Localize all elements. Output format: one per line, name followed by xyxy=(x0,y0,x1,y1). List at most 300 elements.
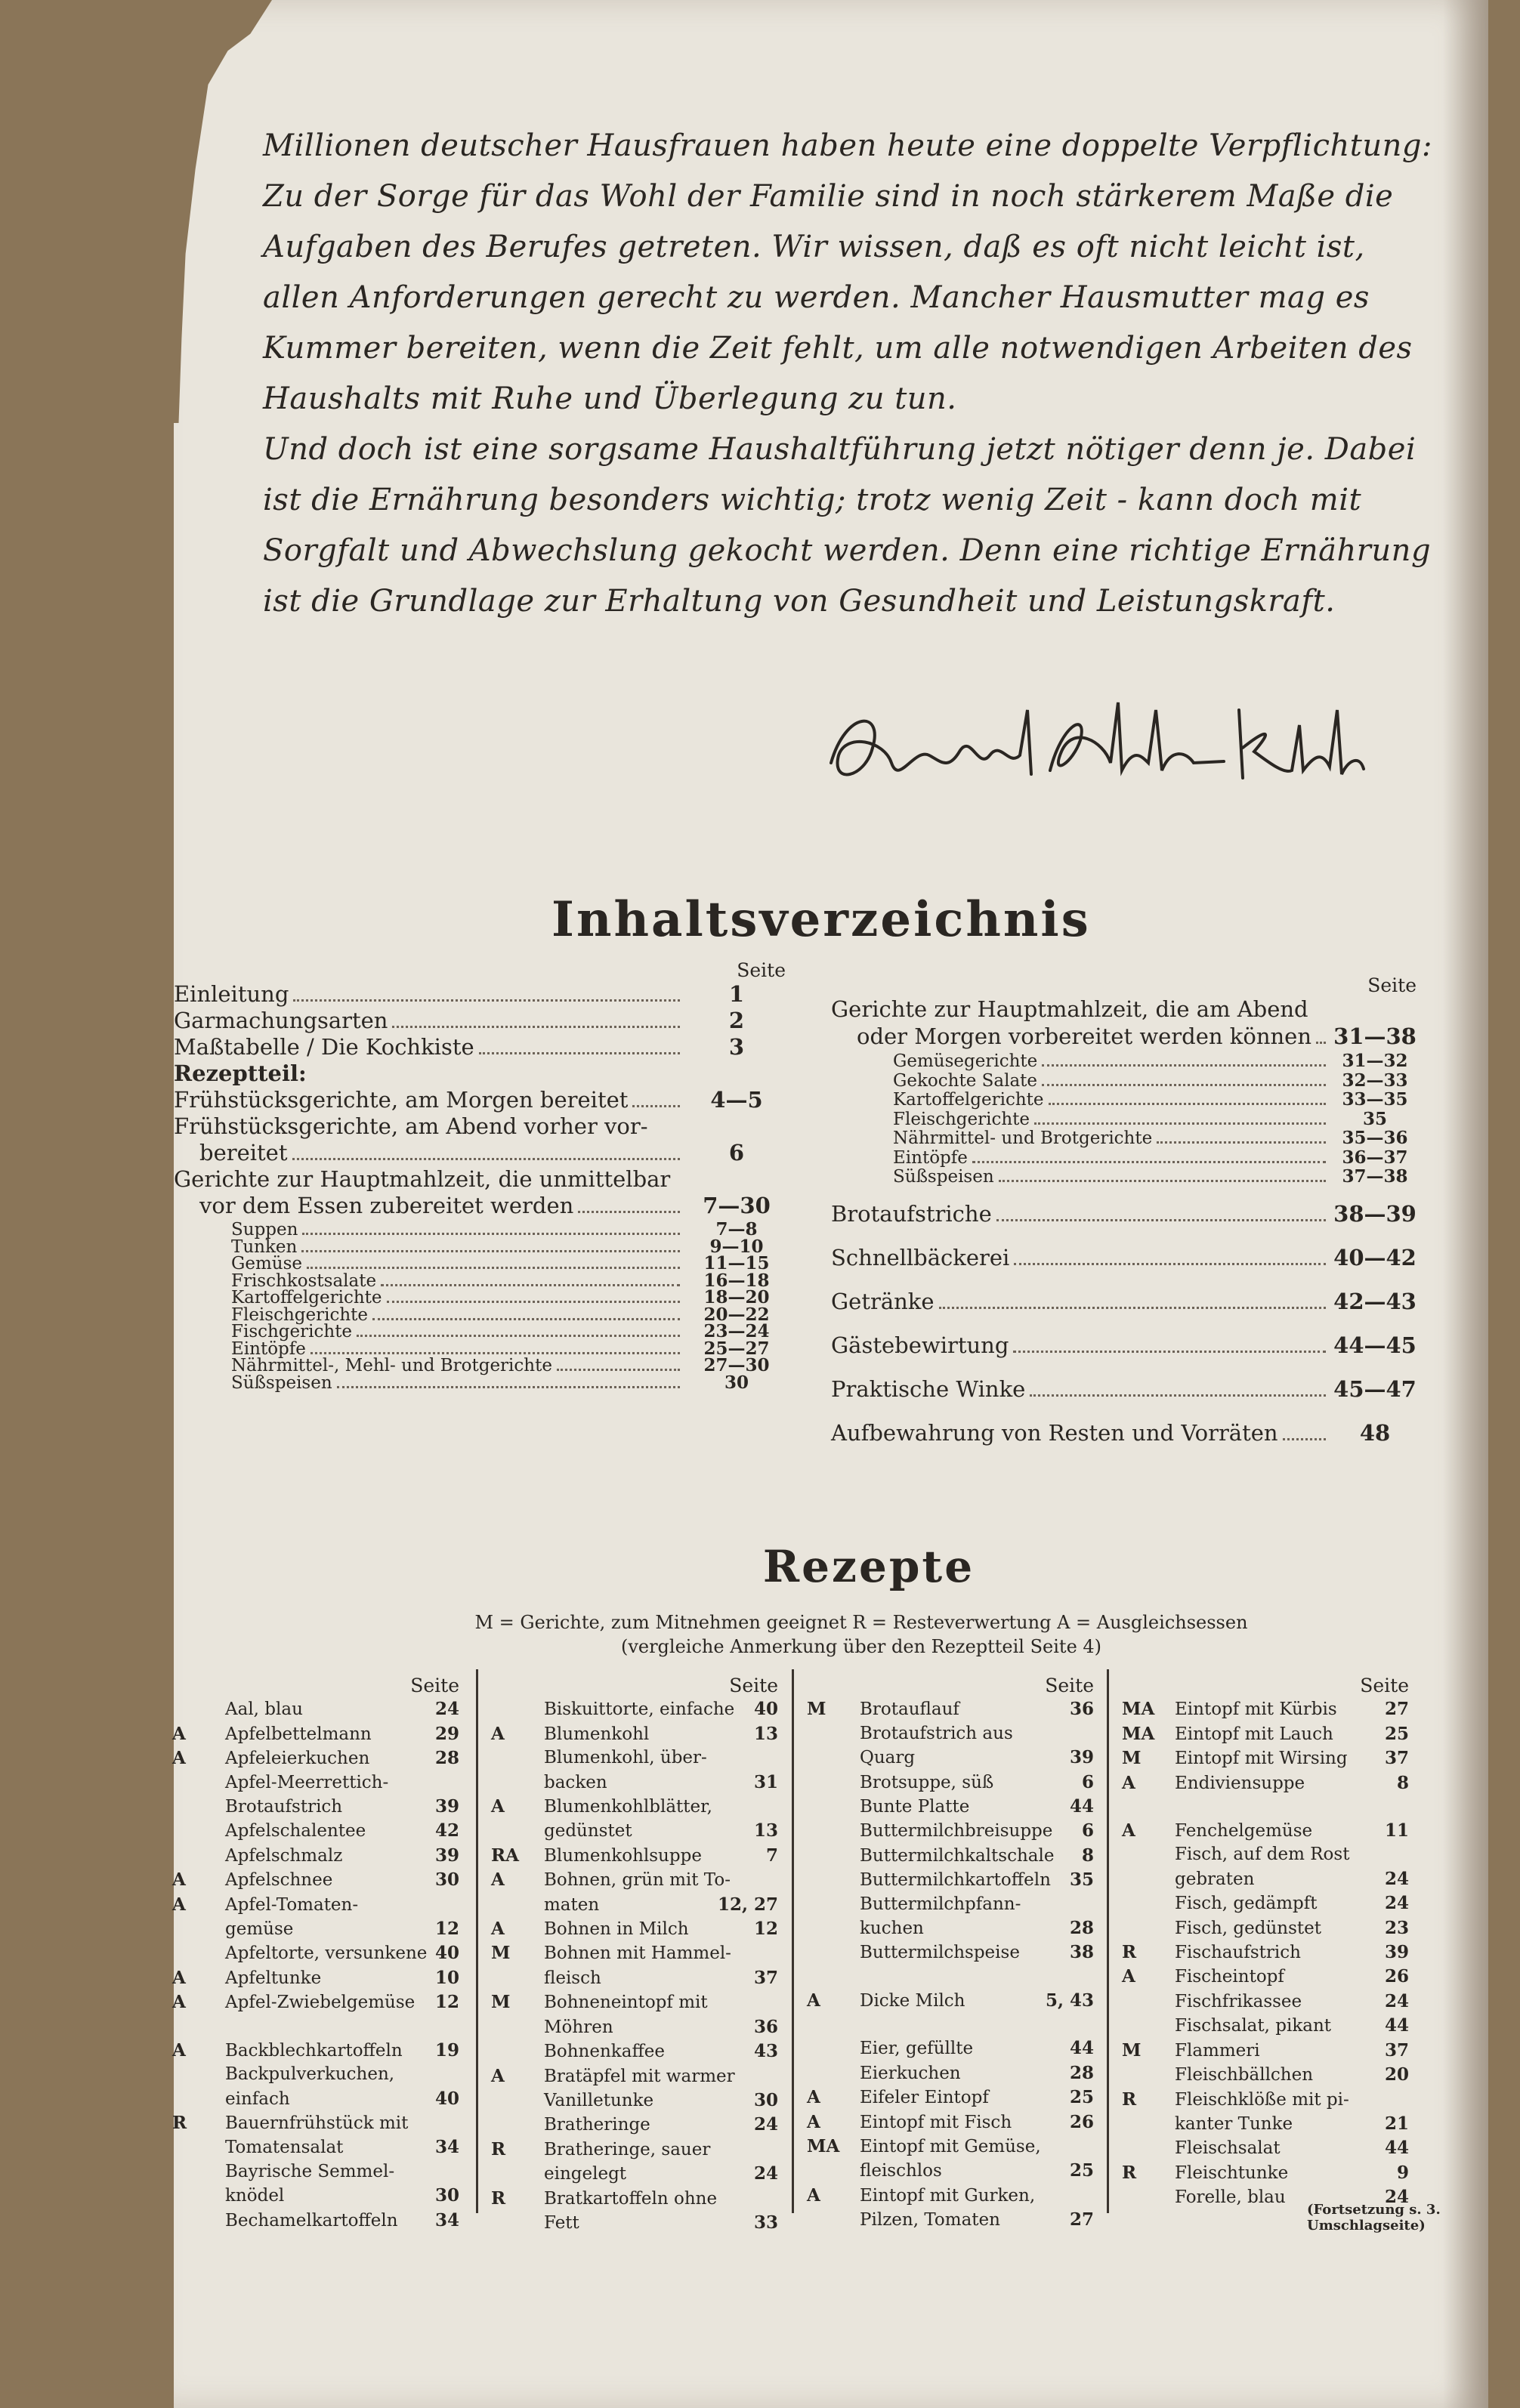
toc-entry xyxy=(174,1287,786,1307)
recipe-entry xyxy=(491,1917,778,1941)
recipe-marker: A xyxy=(1122,1820,1135,1842)
recipe-page: 30 xyxy=(434,2185,459,2206)
toc-title: Inhaltsverzeichnis xyxy=(551,891,1091,948)
toc-leader-dots xyxy=(292,1158,681,1160)
toc-entry-label: Aufbewahrung von Resten und Vorräten xyxy=(831,1419,1278,1446)
toc-entry-label: Fleischgerichte xyxy=(893,1109,1030,1129)
recipe-marker: A xyxy=(1122,1772,1135,1793)
recipe-name: Fischeintopf xyxy=(1175,1967,1284,1987)
recipe-entry xyxy=(491,2138,778,2162)
recipe-page: 24 xyxy=(1384,1990,1409,2011)
recipe-page: 40 xyxy=(434,1943,459,1964)
recipe-name: Bratäpfel mit warmer xyxy=(544,2066,735,2086)
recipe-entry xyxy=(1122,2161,1409,2185)
recipe-name: Eintopf mit Wirsing xyxy=(1175,1749,1348,1769)
recipe-page: 28 xyxy=(434,1748,459,1769)
toc-leader-dots xyxy=(392,1026,680,1028)
seite-header: Seite xyxy=(1360,1675,1409,1696)
recipe-entry xyxy=(1122,1916,1409,1940)
recipe-page: 12 xyxy=(434,1992,459,2013)
toc-entry xyxy=(174,1166,786,1193)
recipe-name: Fischsalat, pikant xyxy=(1175,2016,1332,2036)
recipe-entry xyxy=(807,1940,1094,1965)
toc-entry-label: Eintöpfe xyxy=(893,1147,968,1168)
recipe-marker: A xyxy=(172,1723,186,1744)
toc-entry-page: 33—35 xyxy=(1342,1089,1408,1110)
recipe-marker: A xyxy=(807,1990,820,2011)
recipe-name: Blumenkohl, über- xyxy=(544,1748,707,1768)
toc-entry-label: Nährmittel-, Mehl- und Brotgerichte xyxy=(231,1356,552,1375)
recipe-marker: R xyxy=(1122,1942,1137,1963)
recipe-page: 34 xyxy=(434,2137,459,2158)
recipe-column-1 xyxy=(172,1674,459,2233)
recipe-name: knödel xyxy=(225,2186,285,2206)
recipe-entry xyxy=(1122,1722,1409,1746)
recipe-page: 38 xyxy=(1069,1942,1094,1963)
recipe-entry xyxy=(807,1795,1094,1819)
recipe-page: 20 xyxy=(1384,2064,1409,2085)
recipe-entry xyxy=(172,1941,459,1965)
recipe-page: 29 xyxy=(434,1723,459,1744)
legend-line-2: (vergleiche Anmerkung über den Rezeptteil Seite 4) xyxy=(620,1636,1102,1657)
recipe-name: Bayrische Semmel- xyxy=(225,2161,395,2181)
recipe-name: Apfeleierkuchen xyxy=(225,1749,370,1769)
recipe-name: Backpulverkuchen, xyxy=(225,2064,395,2085)
toc-entry-label: Frischkostsalate xyxy=(231,1270,377,1291)
toc-entry-page: 27—30 xyxy=(703,1355,770,1375)
recipe-entry xyxy=(491,1868,778,1892)
recipe-entry xyxy=(172,1917,459,1941)
toc-entry-label: Frühstücksgerichte, am Morgen bereitet xyxy=(174,1087,629,1113)
recipe-page: 39 xyxy=(434,1796,459,1817)
recipe-name: Bohnen in Milch xyxy=(544,1919,689,1940)
recipe-name: kanter Tunke xyxy=(1175,2113,1293,2134)
toc-entry-page: 31—32 xyxy=(1342,1051,1408,1071)
recipe-name: Apfelbettelmann xyxy=(225,1724,372,1744)
recipe-page: 31 xyxy=(753,1771,778,1792)
intro-line: Zu der Sorge für das Wohl der Familie sind in noch stärkerem Maße die xyxy=(263,179,1394,214)
recipe-name: Fleischtunke xyxy=(1175,2163,1289,2183)
recipe-marker: A xyxy=(807,2111,820,2132)
recipe-entry xyxy=(807,1965,1094,1989)
recipe-entry xyxy=(807,1893,1094,1916)
toc-leader-dots xyxy=(357,1335,680,1337)
recipe-page: 25 xyxy=(1384,1723,1409,1744)
toc-entry xyxy=(174,1034,786,1060)
recipe-name: Bratheringe xyxy=(544,2115,650,2135)
recipe-name: Fischaufstrich xyxy=(1175,1943,1301,1963)
intro-paragraph-2 xyxy=(263,424,1457,627)
recipe-entry xyxy=(807,2036,1094,2061)
toc-entry-label: oder Morgen vorbereitet werden können xyxy=(857,1023,1312,1049)
toc-entry xyxy=(174,1113,786,1140)
recipe-page: 36 xyxy=(1069,1699,1094,1720)
toc-leader-dots xyxy=(307,1267,680,1269)
toc-entry-page: 44—45 xyxy=(1333,1332,1417,1358)
recipe-name: Apfeltorte, versunkene xyxy=(225,1943,428,1964)
recipe-page: 19 xyxy=(434,2039,459,2061)
recipe-page: 13 xyxy=(753,1820,778,1842)
recipe-page: 44 xyxy=(1384,2015,1409,2036)
recipe-page: 33 xyxy=(753,2212,778,2233)
recipe-name: Pilzen, Tomaten xyxy=(860,2210,1000,2230)
recipe-page: 28 xyxy=(1069,1918,1094,1939)
recipe-entry xyxy=(807,1770,1094,1795)
toc-leader-dots xyxy=(1014,1263,1326,1265)
recipe-name: Eier, gefüllte xyxy=(860,2039,974,2059)
recipe-entry xyxy=(172,1966,459,1990)
recipe-entry xyxy=(172,2039,459,2063)
toc-leader-dots xyxy=(1283,1438,1326,1440)
recipe-name: Bohnen, grün mit To- xyxy=(544,1870,731,1891)
toc-leader-dots xyxy=(1034,1122,1326,1125)
recipe-name: Bratheringe, sauer xyxy=(544,2139,711,2159)
toc-leader-dots xyxy=(381,1284,680,1286)
recipe-entry xyxy=(807,2208,1094,2232)
recipe-entry xyxy=(491,2088,778,2113)
toc-entry-page: 7—30 xyxy=(703,1193,771,1218)
recipe-name: Brotsuppe, süß xyxy=(860,1772,994,1792)
recipe-marker: MA xyxy=(1122,1699,1155,1720)
recipe-name: Buttermilchkartoffeln xyxy=(860,1870,1051,1891)
recipe-entry xyxy=(172,2111,459,2135)
recipe-name: Fisch, gedämpft xyxy=(1175,1894,1318,1914)
recipe-page: 12 xyxy=(434,1919,459,1940)
toc-entry-page: 11—15 xyxy=(703,1253,770,1273)
toc-leader-dots xyxy=(1013,1351,1326,1353)
toc-leader-dots xyxy=(1042,1084,1326,1086)
recipe-page: 12, 27 xyxy=(717,1894,778,1915)
toc-entry xyxy=(174,1060,786,1087)
recipe-name: Vanilletunke xyxy=(544,2090,654,2110)
toc-leader-dots xyxy=(372,1318,680,1320)
recipe-page: 27 xyxy=(1069,2209,1094,2230)
toc-entry xyxy=(174,1338,786,1359)
recipe-name: Fischfrikassee xyxy=(1175,1991,1302,2011)
toc-leader-dots xyxy=(1316,1042,1326,1044)
toc-entry-label: Einleitung xyxy=(174,981,289,1007)
toc-entry-label: Garmachungsarten xyxy=(174,1008,388,1033)
recipe-entry xyxy=(491,1893,778,1917)
recipe-marker: M xyxy=(1122,1748,1142,1769)
recipes-legend xyxy=(295,1610,1428,1659)
recipe-marker: RA xyxy=(491,1845,519,1866)
recipe-page: 24 xyxy=(1384,1868,1409,1889)
toc-seite-header: Seite xyxy=(737,959,786,981)
recipe-entry xyxy=(807,2184,1094,2208)
recipe-page: 39 xyxy=(434,1845,459,1866)
toc-entry-label: vor dem Essen zubereitet werden xyxy=(199,1193,574,1218)
recipe-entry xyxy=(172,1771,459,1795)
toc-entry-label: Fischgerichte xyxy=(231,1322,353,1341)
toc-entry-page: 20—22 xyxy=(703,1304,770,1325)
recipe-column-2 xyxy=(491,1674,778,2235)
toc-left-column xyxy=(174,959,786,1393)
recipe-page: 40 xyxy=(753,1699,778,1720)
recipe-page: 24 xyxy=(1384,2187,1409,2208)
toc-entry xyxy=(174,1008,786,1034)
recipe-entry xyxy=(1122,1697,1409,1721)
toc-entry-page: 32—33 xyxy=(1342,1070,1408,1091)
recipe-entry xyxy=(1122,1891,1409,1916)
recipe-entry xyxy=(807,2085,1094,2110)
toc-entry-label: Gerichte zur Hauptmahlzeit, die unmittelbar xyxy=(174,1166,671,1192)
recipe-name: Apfel-Meerrettich- xyxy=(225,1772,389,1792)
intro-line: Haushalts mit Ruhe und Überlegung zu tun. xyxy=(263,381,957,416)
toc-leader-dots xyxy=(578,1211,680,1213)
recipe-page: 30 xyxy=(434,1869,459,1891)
recipe-name: Brotaufstrich aus xyxy=(860,1723,1013,1743)
recipe-name: Apfeltunke xyxy=(225,1968,322,1988)
toc-entry xyxy=(831,1166,1417,1186)
recipe-entry xyxy=(1122,1990,1409,2014)
recipe-name: Buttermilchbreisuppe xyxy=(860,1821,1053,1842)
toc-entry-page: 48 xyxy=(1359,1419,1391,1446)
recipe-entry xyxy=(172,2063,459,2086)
recipe-marker: MA xyxy=(1122,1723,1155,1744)
recipe-name: gemüse xyxy=(225,1919,294,1940)
recipe-entry xyxy=(1122,2136,1409,2160)
recipe-name: Eintopf mit Fisch xyxy=(860,2112,1012,2132)
recipe-name: Apfelschalentee xyxy=(225,1821,366,1842)
toc-entry xyxy=(174,1193,786,1219)
recipe-entry xyxy=(807,1868,1094,1892)
toc-leader-dots xyxy=(557,1369,680,1371)
recipe-page: 13 xyxy=(753,1723,778,1744)
recipe-page: 28 xyxy=(1069,2062,1094,2083)
column-divider xyxy=(1107,1669,1109,2213)
recipe-page: 37 xyxy=(1384,1748,1409,1769)
recipe-entry xyxy=(491,2015,778,2039)
recipe-marker: A xyxy=(172,1992,186,2013)
toc-leader-dots xyxy=(293,999,680,1002)
seite-header: Seite xyxy=(1045,1675,1094,1696)
recipe-marker: A xyxy=(807,2087,820,2108)
recipe-name: Buttermilchpfann- xyxy=(860,1894,1021,1914)
recipe-name: Buttermilchkaltschale xyxy=(860,1845,1055,1866)
toc-leader-dots xyxy=(479,1052,680,1054)
toc-leader-dots xyxy=(310,1352,680,1354)
toc-entry-page: 23—24 xyxy=(703,1321,770,1341)
recipe-entry xyxy=(491,1966,778,1990)
toc-entry-label: bereitet xyxy=(199,1140,288,1165)
toc-entry-label: Eintöpfe xyxy=(231,1338,306,1359)
recipe-entry xyxy=(1122,1771,1409,1795)
recipe-entry xyxy=(491,1697,778,1721)
recipe-name: Brotauflauf xyxy=(860,1699,959,1720)
recipe-entry xyxy=(172,1697,459,1721)
recipes-title: Rezepte xyxy=(762,1541,975,1592)
recipe-marker: A xyxy=(807,2184,820,2206)
recipe-name: Eintopf mit Gemüse, xyxy=(860,2136,1041,2156)
recipe-page: 24 xyxy=(1384,1893,1409,1914)
recipe-marker: M xyxy=(807,1699,826,1720)
recipe-page: 35 xyxy=(1069,1869,1094,1891)
toc-entry-label: Maßtabelle / Die Kochkiste xyxy=(174,1034,474,1060)
toc-entry-page: 42—43 xyxy=(1333,1288,1417,1314)
toc-entry-page: 9—10 xyxy=(709,1236,764,1257)
recipe-entry xyxy=(1122,2112,1409,2136)
recipe-name: Dicke Milch xyxy=(860,1990,965,2011)
toc-right-column xyxy=(831,974,1417,1464)
recipe-page: 30 xyxy=(753,2089,778,2110)
toc-entry xyxy=(174,981,786,1008)
recipe-page: 24 xyxy=(753,2163,778,2184)
recipe-page: 5, 43 xyxy=(1045,1990,1094,2011)
recipe-marker: A xyxy=(491,1869,505,1891)
recipe-page: 8 xyxy=(1081,1845,1094,1866)
recipe-page: 44 xyxy=(1069,1796,1094,1817)
recipe-entry xyxy=(1122,1843,1409,1866)
toc-entry-page: 30 xyxy=(724,1372,749,1393)
recipe-name: Eintopf mit Kürbis xyxy=(1175,1699,1337,1720)
recipe-name: Fleischbällchen xyxy=(1175,2065,1314,2085)
toc-seite-header-right: Seite xyxy=(1367,974,1417,996)
recipe-entry xyxy=(491,1746,778,1770)
recipe-page: 44 xyxy=(1069,2038,1094,2059)
recipe-entry xyxy=(1122,1795,1409,1819)
toc-entry-page: 1 xyxy=(728,981,745,1007)
recipe-entry xyxy=(807,2110,1094,2135)
recipe-entry xyxy=(1122,2039,1409,2063)
intro-paragraph-1 xyxy=(263,121,1457,424)
recipe-page: 42 xyxy=(434,1820,459,1842)
recipe-column-3 xyxy=(807,1674,1094,2233)
recipe-page: 10 xyxy=(434,1967,459,1988)
recipe-marker: A xyxy=(491,1723,505,1744)
toc-leader-dots xyxy=(302,1233,680,1235)
recipe-name: backen xyxy=(544,1772,607,1792)
toc-leader-dots xyxy=(1049,1103,1326,1105)
recipe-entry xyxy=(491,1770,778,1795)
toc-gap xyxy=(831,1186,1417,1201)
recipe-name: Fenchelgemüse xyxy=(1175,1821,1313,1842)
recipe-page: 23 xyxy=(1384,1917,1409,1938)
toc-entry-page: 6 xyxy=(728,1140,745,1165)
recipe-entry xyxy=(1122,1940,1409,1965)
toc-entry xyxy=(174,1140,786,1166)
recipe-marker: A xyxy=(491,2065,505,2086)
recipe-entry xyxy=(172,2015,459,2039)
recipe-page: 24 xyxy=(434,1699,459,1720)
recipe-entry xyxy=(1122,2088,1409,2112)
recipe-entry xyxy=(491,2187,778,2211)
recipe-marker: R xyxy=(491,2187,506,2209)
toc-entry xyxy=(831,1289,1417,1332)
recipe-entry xyxy=(491,1795,778,1819)
recipe-page: 11 xyxy=(1384,1820,1409,1842)
recipe-entry xyxy=(491,2211,778,2235)
torn-corner xyxy=(174,0,272,423)
toc-entry xyxy=(831,1128,1417,1147)
recipe-marker: R xyxy=(1122,2088,1137,2110)
recipe-entry xyxy=(491,1722,778,1746)
recipe-name: Bohneneintopf mit xyxy=(544,1993,708,2013)
recipe-name: Fleischklöße mit pi- xyxy=(1175,2089,1349,2110)
recipe-page: 9 xyxy=(1396,2162,1409,2183)
recipe-name: Apfelschmalz xyxy=(225,1845,343,1866)
recipe-name: Möhren xyxy=(544,2017,613,2037)
toc-entry xyxy=(831,1089,1417,1109)
toc-entry-label: Süßspeisen xyxy=(893,1167,994,1187)
recipe-entry xyxy=(172,2087,459,2111)
intro-line: Und doch ist eine sorgsame Haushaltführung jetzt nötiger denn je. Dabei xyxy=(263,432,1417,467)
recipe-name: Fisch, gedünstet xyxy=(1175,1918,1322,1938)
recipe-name: Forelle, blau xyxy=(1175,2187,1286,2208)
toc-leader-dots xyxy=(939,1307,1326,1309)
page-sheet xyxy=(174,0,1488,2408)
toc-entry-label: Kartoffelgerichte xyxy=(231,1288,382,1307)
recipe-name: Apfelschnee xyxy=(225,1870,333,1891)
toc-entry-label: Süßspeisen xyxy=(231,1372,332,1393)
intro-line: Millionen deutscher Hausfrauen haben heute eine doppelte Verpflichtung: xyxy=(263,128,1432,163)
toc-entry-page: 31—38 xyxy=(1333,1023,1417,1049)
recipe-page: 27 xyxy=(1384,1699,1409,1720)
recipe-entry xyxy=(172,1893,459,1917)
recipe-entry xyxy=(172,1868,459,1892)
recipe-marker: MA xyxy=(807,2135,840,2156)
recipe-entry xyxy=(1122,2014,1409,2038)
recipe-name: fleischlos xyxy=(860,2161,942,2181)
toc-entry-page: 36—37 xyxy=(1342,1147,1408,1168)
recipe-name: Backblechkartoffeln xyxy=(225,2040,403,2061)
recipe-entry xyxy=(1122,1867,1409,1891)
recipe-page: 26 xyxy=(1384,1966,1409,1987)
toc-entry xyxy=(831,1245,1417,1289)
recipe-entry xyxy=(172,2209,459,2233)
intro-line: allen Anforderungen gerecht zu werden. Mancher Hausmutter mag es xyxy=(263,280,1370,315)
recipe-entry xyxy=(807,1697,1094,1721)
toc-entry xyxy=(174,1087,786,1113)
toc-entry xyxy=(174,1372,786,1393)
toc-entry xyxy=(831,1109,1417,1128)
recipe-entry xyxy=(807,2135,1094,2159)
recipe-marker: A xyxy=(1122,1966,1135,1987)
recipe-name: Blumenkohlblätter, xyxy=(544,1797,712,1817)
recipe-page: 40 xyxy=(434,2088,459,2109)
recipe-entry xyxy=(172,2184,459,2208)
recipe-name: gedünstet xyxy=(544,1821,632,1842)
intro-line: ist die Ernährung besonders wichtig; trotz wenig Zeit - kann doch mit xyxy=(263,483,1362,517)
toc-entry-page: 4—5 xyxy=(710,1087,763,1113)
recipe-name: fleisch xyxy=(544,1968,601,1988)
recipe-entry xyxy=(807,2061,1094,2085)
recipe-marker: A xyxy=(172,1894,186,1915)
recipe-entry xyxy=(807,1746,1094,1770)
recipe-entry xyxy=(172,1746,459,1770)
recipe-marker: M xyxy=(491,1943,511,1964)
toc-entry xyxy=(174,1355,786,1375)
toc-leader-dots xyxy=(1042,1064,1326,1067)
recipe-name: Bohnen mit Hammel- xyxy=(544,1943,731,1964)
recipe-name: kuchen xyxy=(860,1919,924,1939)
toc-leader-dots xyxy=(996,1219,1326,1221)
recipe-entry xyxy=(1122,2063,1409,2087)
toc-entry-label: Fleischgerichte xyxy=(231,1304,369,1325)
toc-entry-label: Brotaufstriche xyxy=(831,1200,992,1227)
recipe-entry xyxy=(807,2013,1094,2036)
recipe-entry xyxy=(172,2160,459,2184)
toc-entry xyxy=(174,1270,786,1291)
legend-line-1: M = Gerichte, zum Mitnehmen geeignet R = Resteverwertung A = Ausgleichsessen xyxy=(474,1612,1248,1633)
toc-entry xyxy=(174,1304,786,1325)
recipe-page: 12 xyxy=(753,1919,778,1940)
recipe-marker: A xyxy=(491,1919,505,1940)
recipe-entry xyxy=(491,1844,778,1868)
recipe-marker: A xyxy=(172,2039,186,2061)
toc-entry-page: 7—8 xyxy=(715,1219,758,1240)
recipe-name: Fett xyxy=(544,2212,579,2233)
